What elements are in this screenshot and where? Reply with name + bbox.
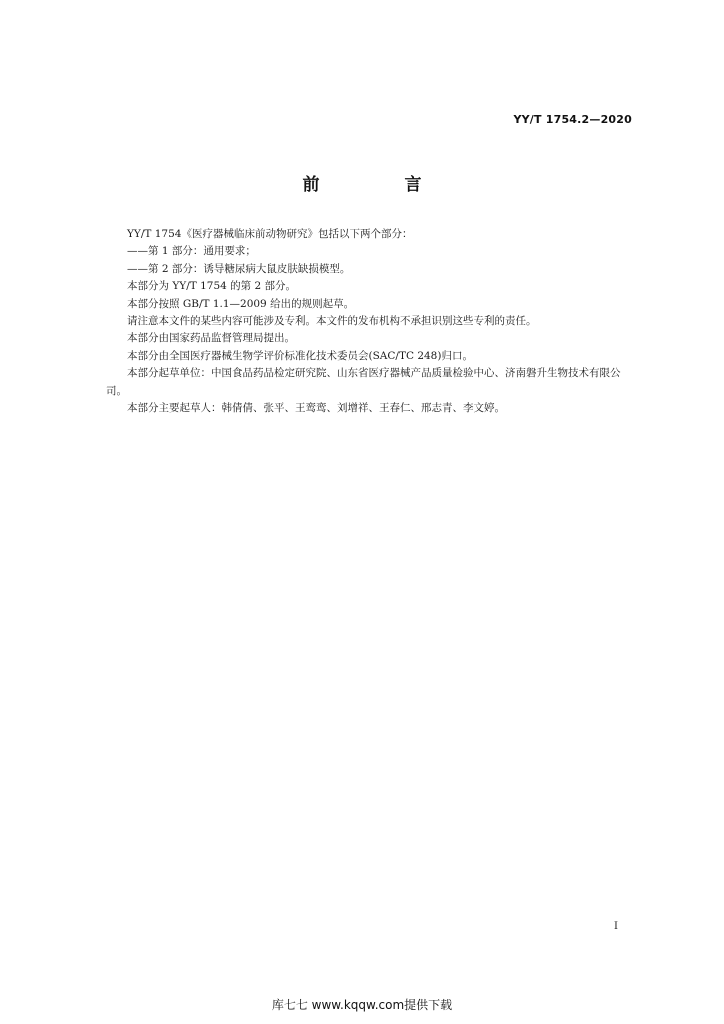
paragraph-drafters: 本部分主要起草人：韩倩倩、张平、王鸾鸾、刘增祥、王春仁、邢志青、李文婷。 <box>127 402 505 415</box>
paragraph-scope: 本部分为 YY/T 1754 的第 2 部分。 <box>127 280 296 293</box>
paragraph-part-1: ——第 1 部分：通用要求； <box>127 245 256 258</box>
standard-code: YY/T 1754.2—2020 <box>513 113 632 126</box>
paragraph-proposed-by: 本部分由国家药品监督管理局提出。 <box>127 332 295 345</box>
page-number: I <box>614 921 618 932</box>
paragraph-part-2: ——第 2 部分：诱导糖尿病大鼠皮肤缺损模型。 <box>127 262 351 275</box>
download-footer: 库七七 www.kqqw.com提供下载 <box>271 998 453 1012</box>
paragraph-intro: YY/T 1754《医疗器械临床前动物研究》包括以下两个部分： <box>127 228 413 240</box>
paragraph-drafting-rules: 本部分按照 GB/T 1.1—2009 给出的规则起草。 <box>127 297 355 310</box>
paragraph-centralized-by: 本部分由全国医疗器械生物学评价标准化技术委员会(SAC/TC 248)归口。 <box>127 349 473 362</box>
foreword-body <box>106 226 631 417</box>
paragraph-patent-notice: 请注意本文件的某些内容可能涉及专利。本文件的发布机构不承担识别这些专利的责任。 <box>127 315 537 328</box>
page-title: 前 言 <box>302 175 456 195</box>
paragraph-drafting-units: 本部分起草单位：中国食品药品检定研究院、山东省医疗器械产品质量检验中心、济南磐升生物技术有限公司。 <box>106 367 621 397</box>
